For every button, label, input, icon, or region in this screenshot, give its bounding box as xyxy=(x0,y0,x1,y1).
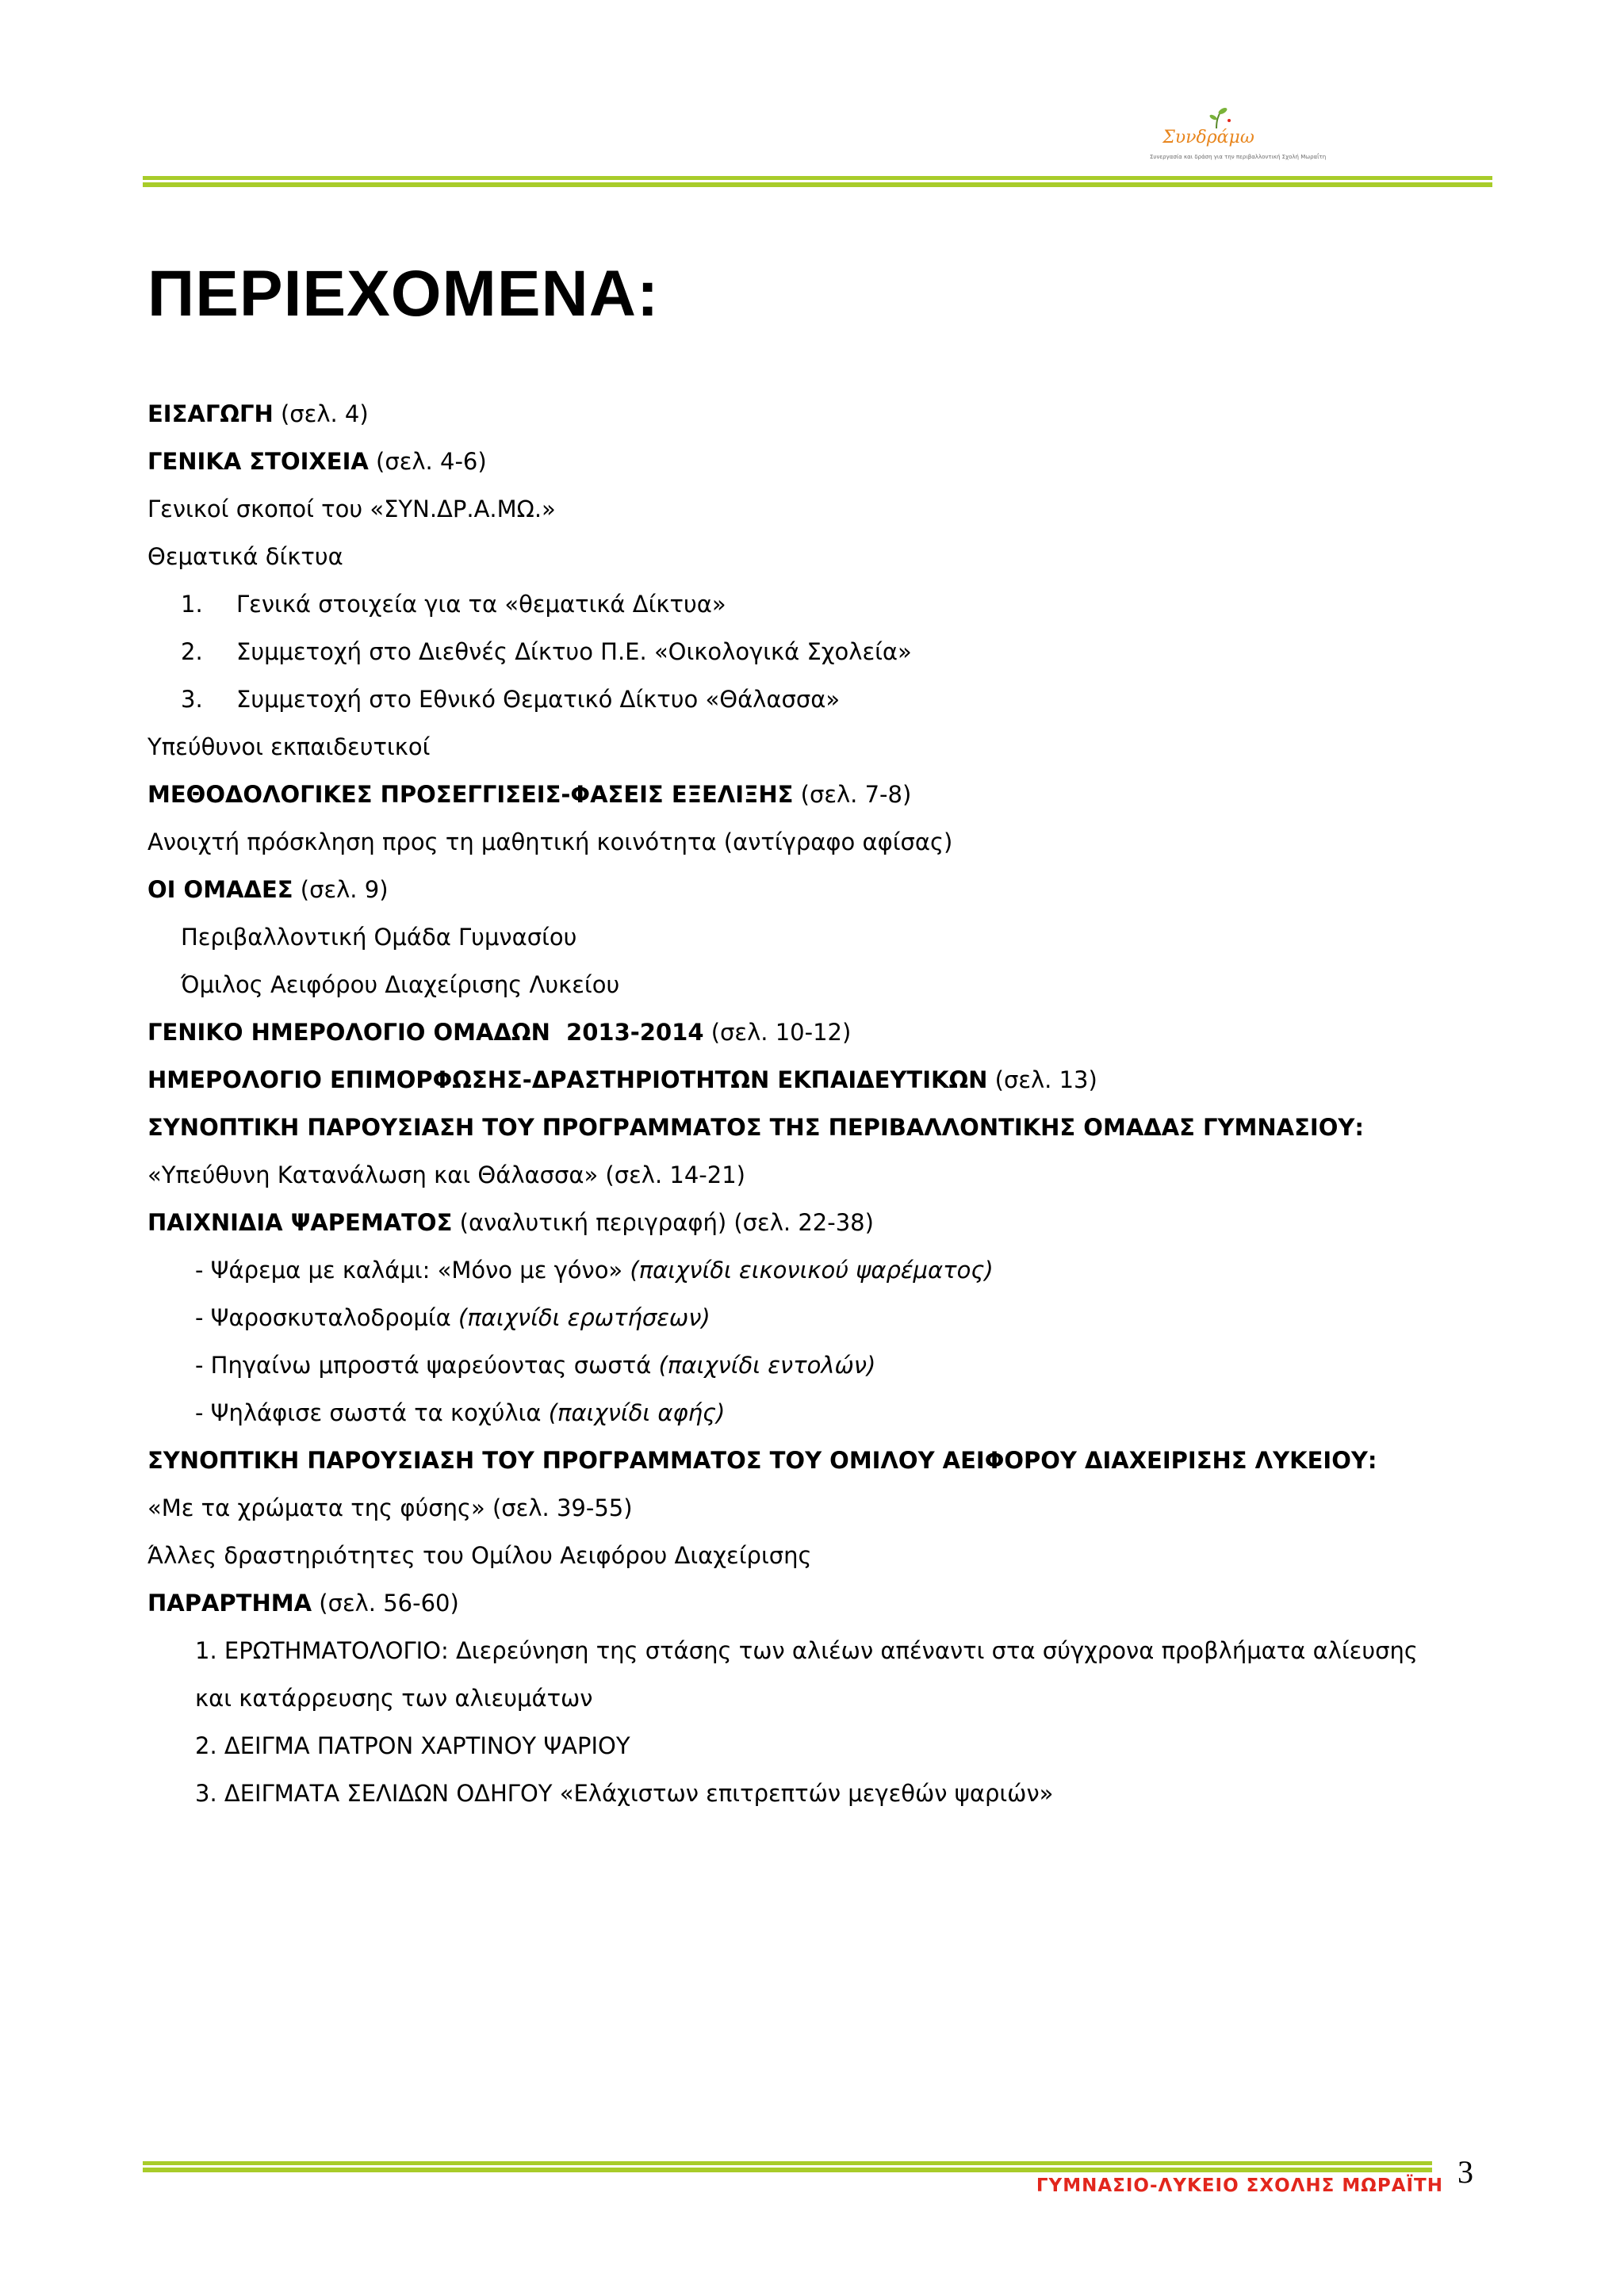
toc-entry: ΕΙΣΑΓΩΓΗ (σελ. 4) xyxy=(147,400,369,427)
header-logo xyxy=(1150,105,1327,166)
toc-entry-game: - Πηγαίνω μπροστά ψαρεύοντας σωστά (παιχνίδι εντολών) xyxy=(195,1352,876,1379)
toc-entry-game: - Ψαροσκυταλοδρομία (παιχνίδι ερωτήσεων) xyxy=(195,1304,710,1331)
toc-entry: ΣΥΝΟΠΤΙΚΗ ΠΑΡΟΥΣΙΑΣΗ ΤΟΥ ΠΡΟΓΡΑΜΜΑΤΟΣ ΤΗΣ ΠΕΡΙΒΑΛΛΟΝΤΙΚΗΣ ΟΜΑΔΑΣ ΓΥΜΝΑΣΙΟΥ: xyxy=(147,1114,1364,1141)
toc-entry-game: - Ψάρεμα με καλάμι: «Μόνο με γόνο» (παιχνίδι εικονικού ψαρέματος) xyxy=(195,1257,994,1284)
toc-entry: Γενικοί σκοποί του «ΣΥΝ.ΔΡ.Α.ΜΩ.» xyxy=(147,496,556,522)
toc-entry: ΠΑΡΑΡΤΗΜΑ (σελ. 56-60) xyxy=(147,1590,459,1617)
toc-entry: ΓΕΝΙΚΑ ΣΤΟΙΧΕΙΑ (σελ. 4-6) xyxy=(147,448,487,475)
toc-entry-appendix: και κατάρρευσης των αλιευμάτων xyxy=(195,1685,593,1712)
page-number: 3 xyxy=(1457,2154,1473,2190)
toc-entry: ΟΙ ΟΜΑΔΕΣ (σελ. 9) xyxy=(147,876,389,903)
toc-entry: «Υπεύθυνη Κατανάλωση και Θάλασσα» (σελ. 14-21) xyxy=(147,1161,745,1188)
toc-entry-numbered: 3. Συμμετοχή στο Εθνικό Θεματικό Δίκτυο «Θάλασσα» xyxy=(181,686,841,713)
toc-entry: Άλλες δραστηριότητες του Ομίλου Αειφόρου Διαχείρισης xyxy=(147,1542,812,1569)
toc-entry: Όμιλος Αειφόρου Διαχείρισης Λυκείου xyxy=(181,971,620,998)
toc-entry-game: - Ψηλάφισε σωστά τα κοχύλια (παιχνίδι αφής) xyxy=(195,1399,726,1426)
toc-entry-appendix: 2. ΔΕΙΓΜΑ ΠΑΤΡΟΝ ΧΑΡΤΙΝΟΥ ΨΑΡΙΟΥ xyxy=(195,1732,630,1759)
footer-school-name: ΓΥΜΝΑΣΙΟ-ΛΥΚΕΙΟ ΣΧΟΛΗΣ ΜΩΡΑΪΤΗ xyxy=(1036,2175,1443,2196)
logo-tagline: Συνεργασία και δράση για την περιβαλλοντική Σχολή Μωραΐτη xyxy=(1150,154,1327,160)
page-title: ΠΕΡΙΕΧΟΜΕΝΑ: xyxy=(147,258,660,330)
toc-entry: ΓΕΝΙΚΟ ΗΜΕΡΟΛΟΓΙΟ ΟΜΑΔΩΝ 2013-2014 (σελ. 10-12) xyxy=(147,1019,852,1046)
header-divider xyxy=(143,176,1492,187)
toc-entry-appendix: 1. ΕΡΩΤΗΜΑΤΟΛΟΓΙΟ: Διερεύνηση της στάσης των αλιέων απέναντι στα σύγχρονα προβλήματα αλίευσης xyxy=(195,1637,1418,1664)
toc-entry: ΠΑΙΧΝΙΔΙΑ ΨΑΡΕΜΑΤΟΣ (αναλυτική περιγραφή) (σελ. 22-38) xyxy=(147,1209,874,1236)
toc-entry: Θεματικά δίκτυα xyxy=(147,543,343,570)
footer-divider xyxy=(143,2161,1432,2172)
toc-entry-numbered: 2. Συμμετοχή στο Διεθνές Δίκτυο Π.Ε. «Οικολογικά Σχολεία» xyxy=(181,638,912,665)
logo-graphic xyxy=(1150,105,1267,154)
toc-entry: ΗΜΕΡΟΛΟΓΙΟ ΕΠΙΜΟΡΦΩΣΗΣ-ΔΡΑΣΤΗΡΙΟΤΗΤΩΝ ΕΚΠΑΙΔΕΥΤΙΚΩΝ (σελ. 13) xyxy=(147,1066,1097,1093)
logo-wordmark: Συνδράμω xyxy=(1162,128,1254,147)
toc-entry: ΣΥΝΟΠΤΙΚΗ ΠΑΡΟΥΣΙΑΣΗ ΤΟΥ ΠΡΟΓΡΑΜΜΑΤΟΣ ΤΟΥ ΟΜΙΛΟΥ ΑΕΙΦΟΡΟΥ ΔΙΑΧΕΙΡΙΣΗΣ ΛΥΚΕΙΟΥ: xyxy=(147,1447,1377,1474)
toc-entry: Ανοιχτή πρόσκληση προς τη μαθητική κοινότητα (αντίγραφο αφίσας) xyxy=(147,828,953,855)
toc-entry-numbered: 1. Γενικά στοιχεία για τα «θεματικά Δίκτυα» xyxy=(181,591,726,618)
toc-entry: Περιβαλλοντική Ομάδα Γυμνασίου xyxy=(181,924,577,951)
toc-entry-appendix: 3. ΔΕΙΓΜΑΤΑ ΣΕΛΙΔΩΝ ΟΔΗΓΟΥ «Ελάχιστων επιτρεπτών μεγεθών ψαριών» xyxy=(195,1780,1054,1807)
toc-entry: Υπεύθυνοι εκπαιδευτικοί xyxy=(147,733,431,760)
toc-entry: «Με τα χρώματα της φύσης» (σελ. 39-55) xyxy=(147,1494,633,1521)
table-of-contents xyxy=(147,390,1511,1817)
toc-entry: ΜΕΘΟΔΟΛΟΓΙΚΕΣ ΠΡΟΣΕΓΓΙΣΕΙΣ-ΦΑΣΕΙΣ ΕΞΕΛΙΞΗΣ (σελ. 7-8) xyxy=(147,781,912,808)
